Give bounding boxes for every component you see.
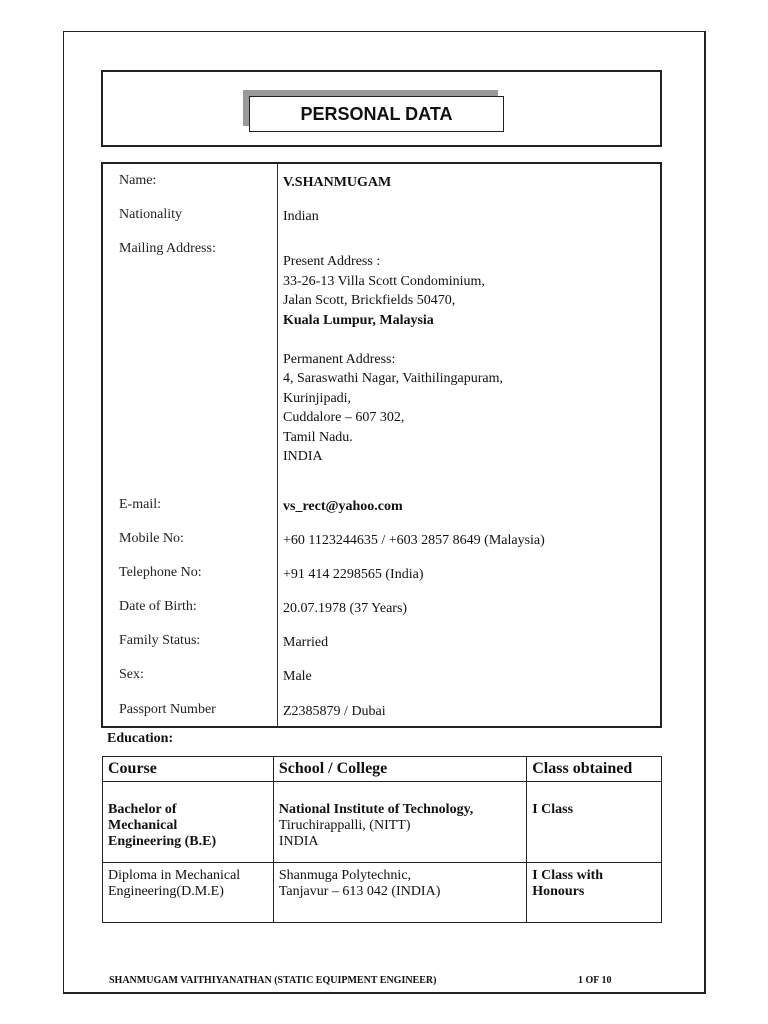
dob-value: 20.07.1978 (37 Years) (283, 601, 408, 616)
mobile-value: +60 1123244635 / +603 2857 8649 (Malaysia) (283, 533, 545, 548)
family-status-label: Family Status: (119, 633, 201, 648)
education-table (102, 756, 662, 923)
class-line: Honours (532, 884, 585, 899)
school-line: INDIA (278, 834, 319, 849)
school-line: National Institute of Technology, (278, 802, 474, 817)
table-row (103, 782, 662, 863)
column-divider (277, 164, 278, 726)
present-address-line: 33-26-13 Villa Scott Condominium, (283, 273, 485, 289)
permanent-address-line: 4, Saraswathi Nagar, Vaithilingapuram, (283, 371, 504, 386)
education-heading: Education: (107, 731, 174, 746)
nationality-value: Indian (283, 209, 319, 224)
course-cell (103, 782, 274, 863)
telephone-label: Telephone No: (119, 565, 202, 580)
class-line: I Class with (532, 868, 604, 883)
present-address-label: Present Address : (283, 254, 381, 269)
course-line: Diploma in Mechanical (108, 868, 241, 883)
course-line: Mechanical (108, 818, 178, 833)
class-line: I Class (532, 802, 574, 817)
class-cell (527, 863, 662, 923)
permanent-address-line: Kurinjipadi, (283, 390, 352, 406)
column-header-course: Course (103, 757, 274, 782)
column-header-school: School / College (273, 757, 526, 782)
email-label: E-mail: (119, 497, 161, 512)
table-row (103, 863, 662, 923)
course-cell (103, 863, 274, 923)
school-line: Tanjavur – 613 042 (INDIA) (278, 884, 441, 899)
passport-label: Passport Number (119, 702, 216, 717)
name-label: Name: (119, 173, 157, 188)
footer-author: SHANMUGAM VAITHIYANATHAN (STATIC EQUIPMENT ENGINEER) (109, 975, 437, 986)
permanent-address-line: INDIA (283, 449, 323, 464)
dob-label: Date of Birth: (119, 599, 197, 614)
present-address-line: Jalan Scott, Brickfields 50470, (283, 293, 456, 308)
telephone-value: +91 414 2298565 (India) (283, 567, 424, 582)
footer-page-number: 1 OF 10 (578, 975, 612, 986)
class-cell (527, 782, 662, 863)
passport-value: Z2385879 / Dubai (283, 704, 386, 719)
school-cell (273, 863, 526, 923)
name-value: V.SHANMUGAM (283, 175, 392, 190)
school-line: Shanmuga Polytechnic, (278, 868, 412, 883)
column-header-class: Class obtained (527, 757, 662, 782)
present-address-city: Kuala Lumpur, Malaysia (283, 312, 434, 328)
permanent-address-line: Tamil Nadu. (283, 429, 353, 445)
mailing-address-value (283, 252, 503, 467)
sex-label: Sex: (119, 667, 144, 682)
nationality-label: Nationality (119, 207, 182, 222)
school-cell (273, 782, 526, 863)
school-line: Tiruchirappalli, (NITT) (278, 818, 411, 833)
course-line: Engineering(D.M.E) (108, 884, 224, 899)
mailing-address-label: Mailing Address: (119, 241, 216, 256)
permanent-address-label: Permanent Address: (283, 351, 396, 367)
page-title: PERSONAL DATA (249, 96, 504, 132)
course-line: Bachelor of (108, 802, 177, 817)
email-value: vs_rect@yahoo.com (283, 499, 403, 514)
mobile-label: Mobile No: (119, 531, 184, 546)
course-line: Engineering (B.E) (108, 834, 217, 849)
table-header-row (103, 757, 662, 782)
sex-value: Male (283, 669, 312, 684)
family-status-value: Married (283, 635, 329, 650)
permanent-address-line: Cuddalore – 607 302, (283, 410, 405, 425)
